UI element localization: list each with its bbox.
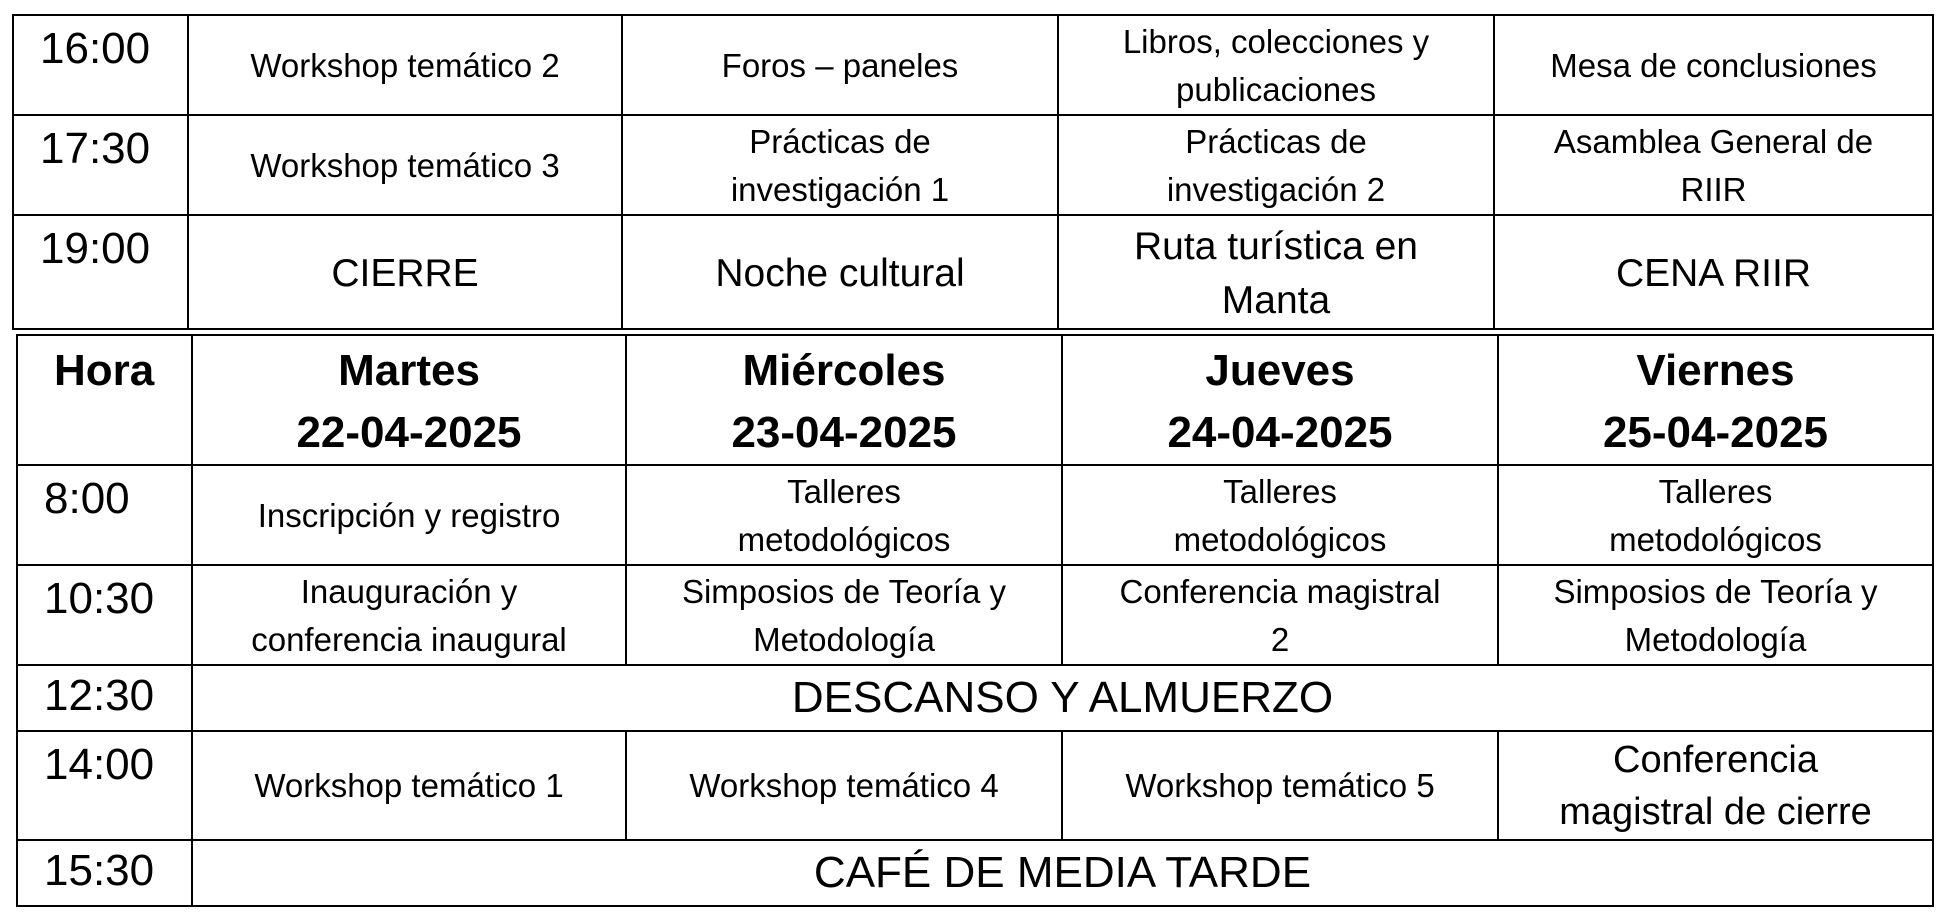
time-cell: 8:00 <box>17 465 192 565</box>
session-cell: Libros, colecciones y publicaciones <box>1058 15 1494 115</box>
time-cell: 16:00 <box>13 15 188 115</box>
table-row <box>17 665 1933 731</box>
session-cell: Noche cultural <box>622 215 1058 329</box>
session-cell: Prácticas de investigación 2 <box>1058 115 1494 215</box>
time-cell: 17:30 <box>13 115 188 215</box>
session-cell: Simposios de Teoría y Metodología <box>1498 565 1933 665</box>
break-cell: DESCANSO Y ALMUERZO <box>192 665 1933 731</box>
header-day-viernes: Viernes 25-04-2025 <box>1498 335 1933 465</box>
table-row <box>13 215 1933 329</box>
schedule-table-continuation <box>12 14 1934 330</box>
table-row <box>17 731 1933 840</box>
header-day-jueves: Jueves 24-04-2025 <box>1062 335 1498 465</box>
session-cell: Prácticas de investigación 1 <box>622 115 1058 215</box>
session-cell: Ruta turística en Manta <box>1058 215 1494 329</box>
break-cell: CAFÉ DE MEDIA TARDE <box>192 840 1933 906</box>
session-cell: Workshop temático 4 <box>626 731 1062 840</box>
session-cell: Inauguración y conferencia inaugural <box>192 565 626 665</box>
session-cell: Simposios de Teoría y Metodología <box>626 565 1062 665</box>
session-cell: CENA RIIR <box>1494 215 1933 329</box>
schedule-table <box>16 334 1934 907</box>
session-cell: Inscripción y registro <box>192 465 626 565</box>
table-row <box>13 15 1933 115</box>
table-row <box>17 840 1933 906</box>
session-cell: Workshop temático 1 <box>192 731 626 840</box>
session-cell: Conferencia magistral 2 <box>1062 565 1498 665</box>
session-cell: Asamblea General de RIIR <box>1494 115 1933 215</box>
table-row <box>13 115 1933 215</box>
time-cell: 10:30 <box>17 565 192 665</box>
table-row <box>17 565 1933 665</box>
session-cell: Workshop temático 3 <box>188 115 622 215</box>
header-row <box>17 335 1933 465</box>
session-cell: Conferencia magistral de cierre <box>1498 731 1933 840</box>
session-cell: Talleres metodológicos <box>626 465 1062 565</box>
header-day-martes: Martes 22-04-2025 <box>192 335 626 465</box>
session-cell: Talleres metodológicos <box>1498 465 1933 565</box>
table-row <box>17 465 1933 565</box>
session-cell: Workshop temático 2 <box>188 15 622 115</box>
session-cell: Mesa de conclusiones <box>1494 15 1933 115</box>
header-hora: Hora <box>17 335 192 465</box>
time-cell: 14:00 <box>17 731 192 840</box>
session-cell: Foros – paneles <box>622 15 1058 115</box>
session-cell: CIERRE <box>188 215 622 329</box>
time-cell: 15:30 <box>17 840 192 906</box>
session-cell: Talleres metodológicos <box>1062 465 1498 565</box>
session-cell: Workshop temático 5 <box>1062 731 1498 840</box>
time-cell: 19:00 <box>13 215 188 329</box>
time-cell: 12:30 <box>17 665 192 731</box>
header-day-miercoles: Miércoles 23-04-2025 <box>626 335 1062 465</box>
